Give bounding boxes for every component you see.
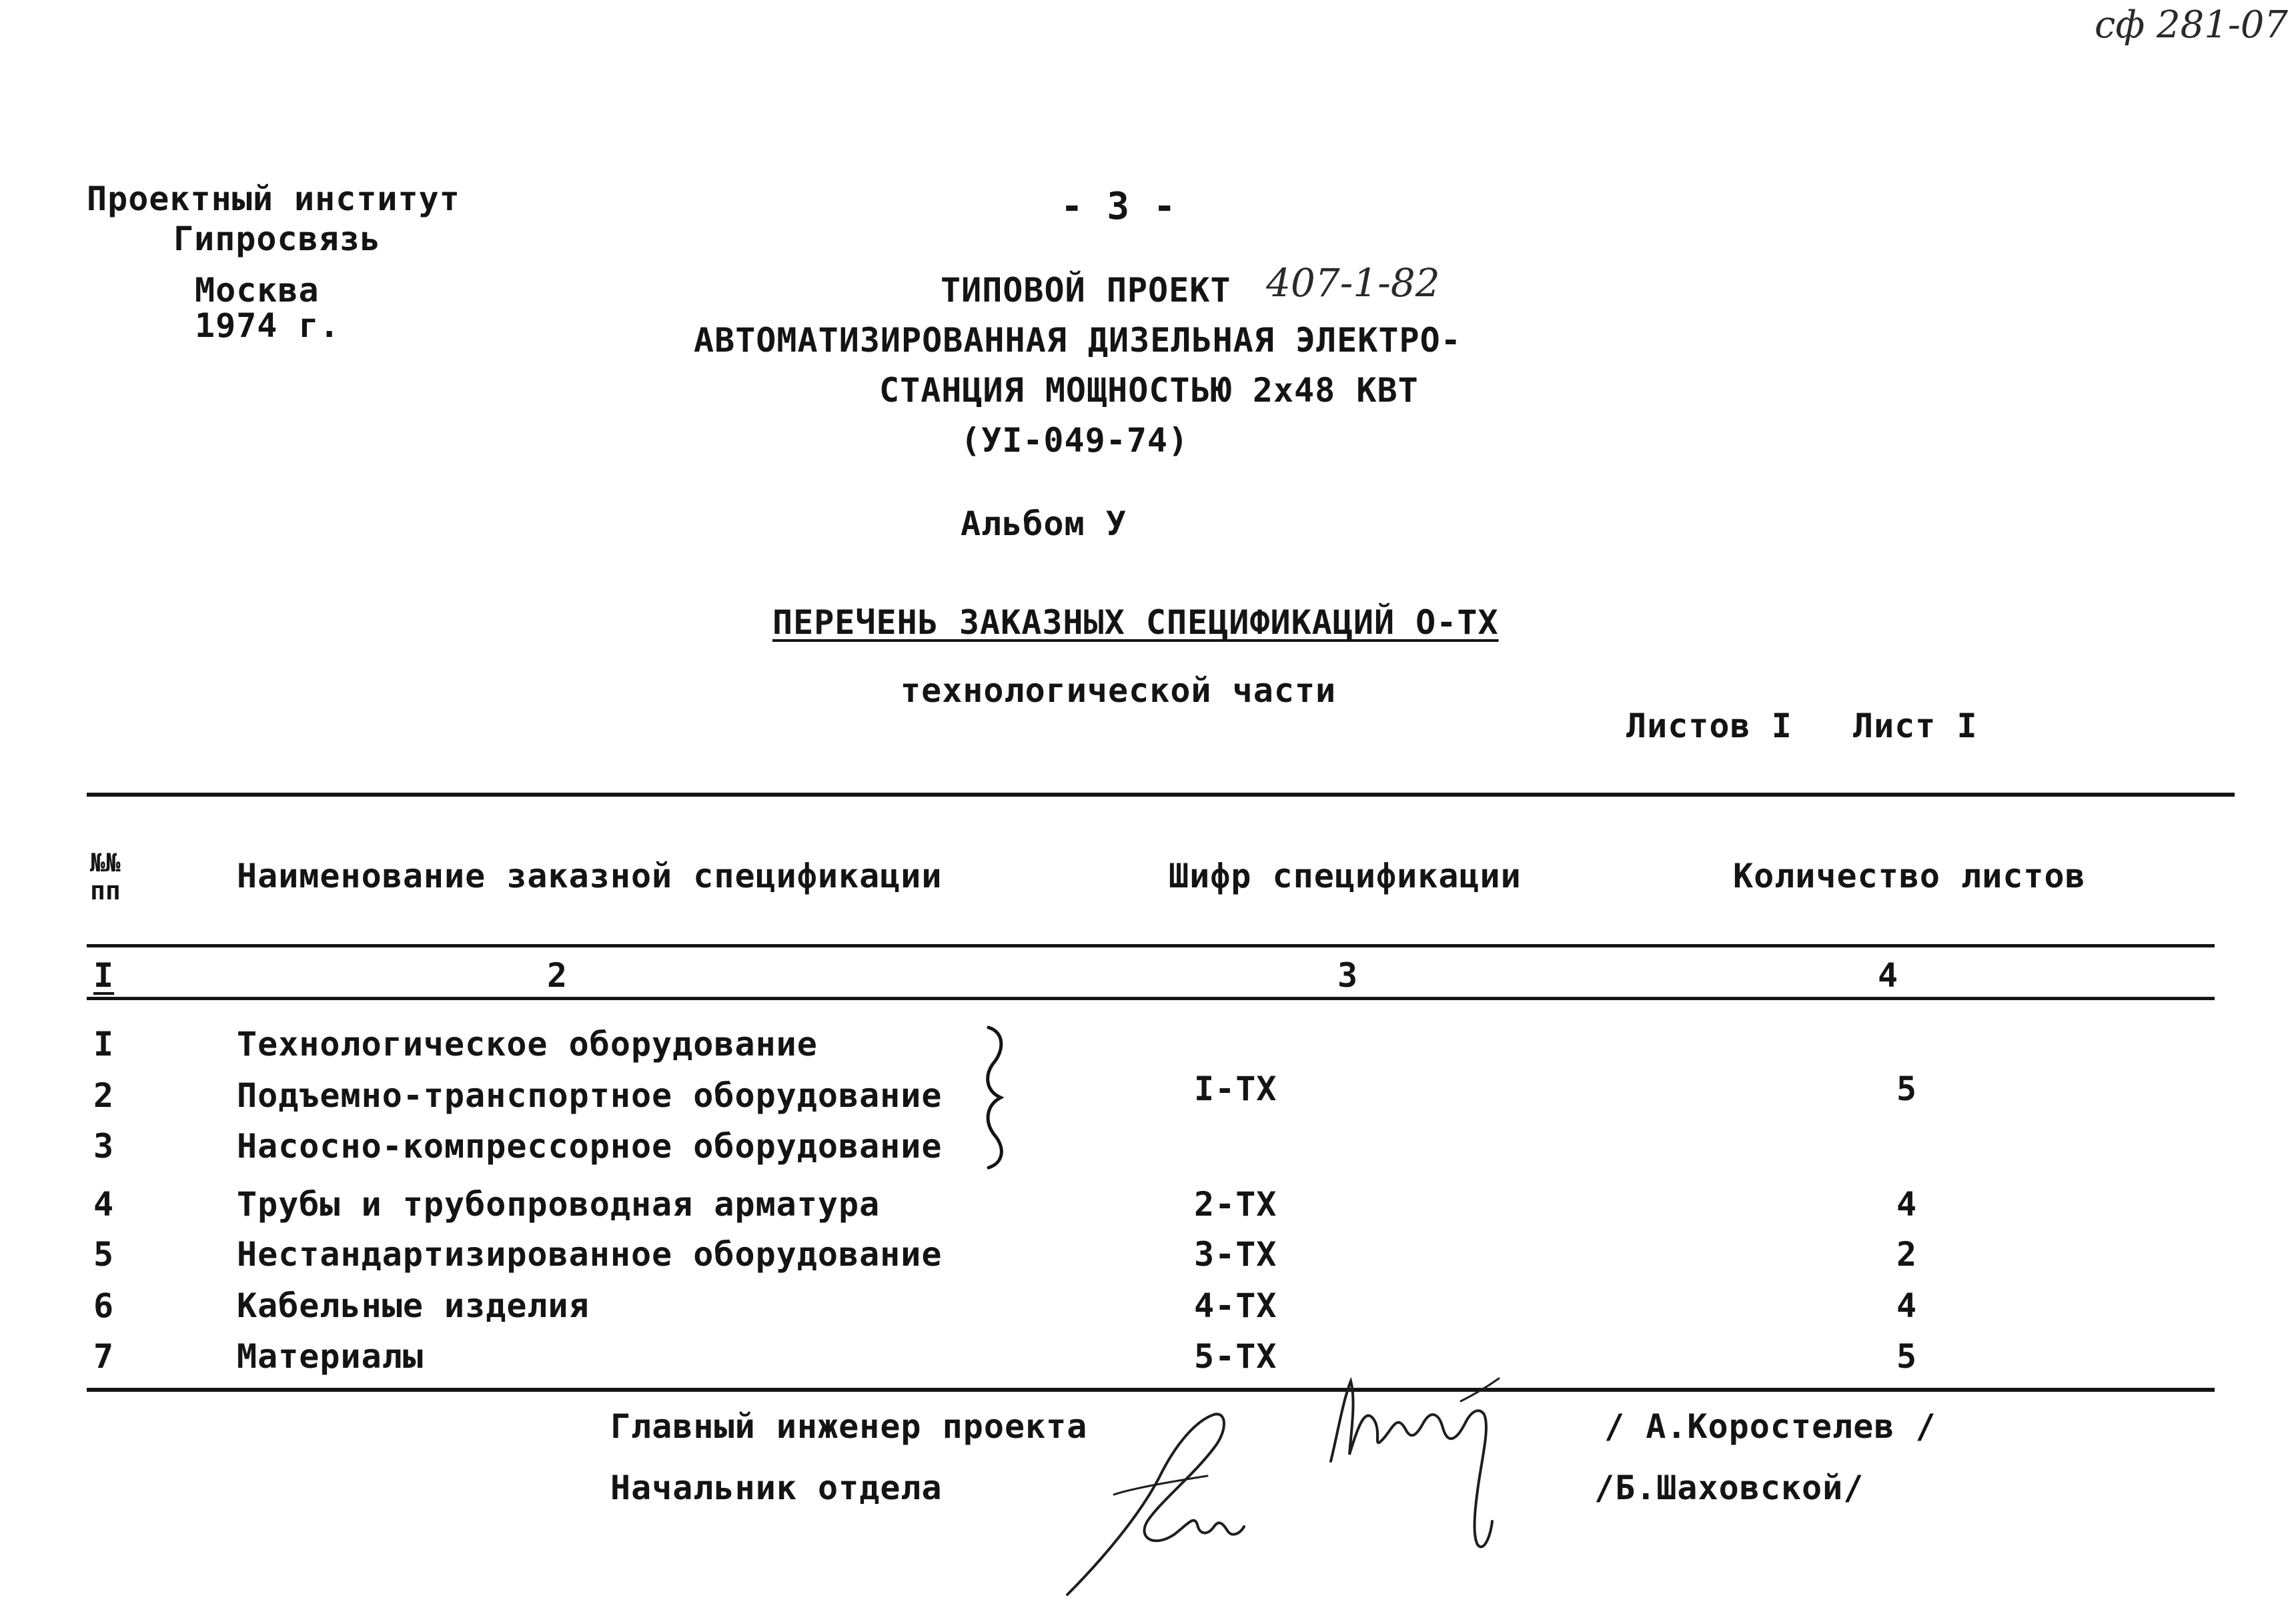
header-code: Шифр спецификации <box>1169 857 1522 895</box>
header-count: Количество листов <box>1733 857 2086 895</box>
project-label: ТИПОВОЙ ПРОЕКТ <box>941 271 1231 310</box>
row-name: Технологическое оборудование <box>237 1025 818 1064</box>
institute-year: 1974 г. <box>195 306 340 345</box>
row-num: I <box>93 1025 115 1064</box>
album-label: Альбом У <box>961 504 1127 543</box>
row-code: 2-ТХ <box>1194 1185 1277 1224</box>
row-num: 5 <box>93 1235 115 1274</box>
header-bottom-rule <box>87 944 2215 947</box>
row-code: 5-ТХ <box>1194 1337 1277 1376</box>
institute-name-short: Гипросвязь <box>173 220 382 258</box>
column-number-1: I <box>93 956 115 995</box>
group-brace <box>981 1024 1021 1171</box>
corner-code: сф 281-07 <box>2095 3 2289 47</box>
row-count: 5 <box>1896 1070 1918 1108</box>
row-count: 2 <box>1896 1235 1918 1274</box>
project-code: (УI-049-74) <box>961 421 1189 460</box>
row-count: 5 <box>1896 1337 1918 1376</box>
list-subtitle: технологической части <box>901 671 1337 710</box>
column-number-3: 3 <box>1337 956 1359 995</box>
row-name: Насосно-компрессорное оборудование <box>237 1127 943 1166</box>
project-title-line1: АВТОМАТИЗИРОВАННАЯ ДИЗЕЛЬНАЯ ЭЛЕКТРО- <box>694 321 1462 360</box>
table-top-rule <box>87 793 2235 797</box>
row-num: 7 <box>93 1337 115 1376</box>
sheet-current: Лист I <box>1853 707 1978 745</box>
row-num: 4 <box>93 1185 115 1224</box>
chief-engineer-name: / А.Коростелев / <box>1604 1407 1936 1446</box>
table-bottom-rule <box>87 1388 2215 1392</box>
row-code: 4-ТХ <box>1194 1286 1277 1325</box>
row-name: Кабельные изделия <box>237 1286 590 1325</box>
chief-engineer-title: Главный инженер проекта <box>610 1407 1088 1446</box>
row-num: 6 <box>93 1286 115 1325</box>
department-head-title: Начальник отдела <box>610 1469 943 1507</box>
project-number: 407-1-82 <box>1266 260 1440 306</box>
row-count: 4 <box>1896 1286 1918 1325</box>
header-name: Наименование заказной спецификации <box>237 857 943 895</box>
row-num: 2 <box>93 1076 115 1115</box>
handwritten-signature-2 <box>1324 1374 1538 1555</box>
row-name: Материалы <box>237 1337 424 1376</box>
column-number-4: 4 <box>1878 956 1899 995</box>
column-numbers-rule <box>87 997 2215 1000</box>
project-title-line2: СТАНЦИЯ МОЩНОСТЬЮ 2х48 КВТ <box>879 371 1419 410</box>
column-number-2: 2 <box>547 956 568 995</box>
header-num: №№ пп <box>90 848 121 905</box>
page-number: - 3 - <box>1061 185 1177 228</box>
department-head-name: /Б.Шаховской/ <box>1594 1469 1864 1507</box>
row-name: Подъемно-транспортное оборудование <box>237 1076 943 1115</box>
institute-name: Проектный институт <box>87 179 460 218</box>
institute-city: Москва <box>195 271 320 310</box>
row-code: I-ТХ <box>1194 1070 1277 1108</box>
row-name: Трубы и трубопроводная арматура <box>237 1185 881 1224</box>
sheets-total: Листов I <box>1626 707 1792 745</box>
row-name: Нестандартизированное оборудование <box>237 1235 943 1274</box>
row-num: 3 <box>93 1127 115 1166</box>
row-code: 3-ТХ <box>1194 1235 1277 1274</box>
handwritten-signature-1 <box>1061 1394 1301 1608</box>
row-count: 4 <box>1896 1185 1918 1224</box>
list-title: ПЕРЕЧЕНЬ ЗАКАЗНЫХ СПЕЦИФИКАЦИЙ О-ТХ <box>772 603 1499 642</box>
